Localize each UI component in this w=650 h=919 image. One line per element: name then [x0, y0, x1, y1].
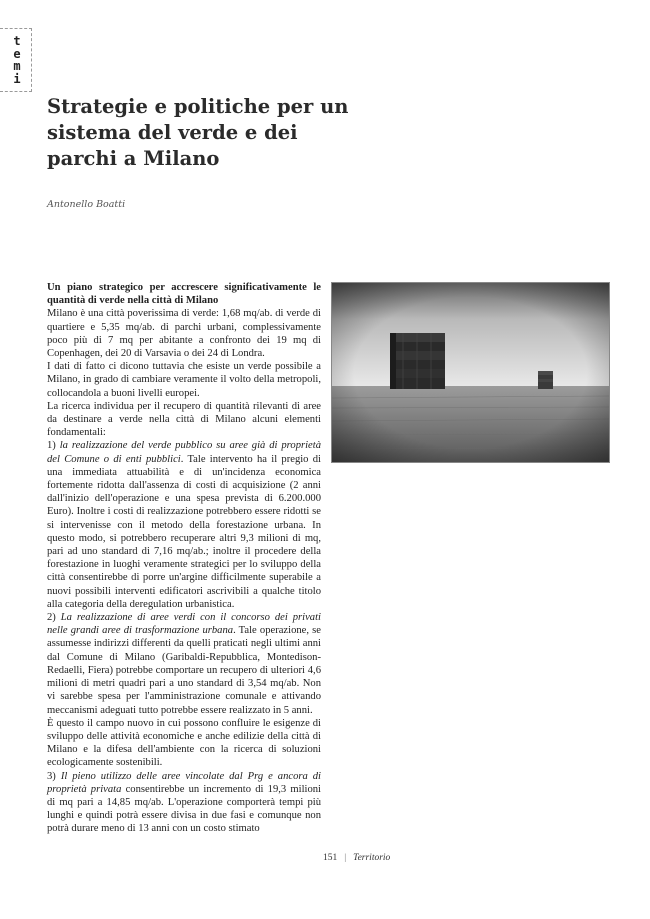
paragraph: La ricerca individua per il recupero di quantità rilevanti di aree da destinare a verde nella città di Milano alcuni elementi fondamentali:: [47, 400, 321, 439]
author-name: Antonello Boatti: [47, 199, 126, 210]
vignette: [332, 283, 609, 462]
emphasis: la realizzazione del verde pubblico su aree già di proprietà del Comune o di enti pubblici: [47, 440, 321, 465]
list-number: 3): [47, 770, 61, 782]
list-number: 1): [47, 440, 60, 452]
paragraph: [47, 611, 321, 717]
paragraph: È questo il campo nuovo in cui possono confluire le esigenze di sviluppo delle attività economiche e anche edilizie della città di Milano e la difesa dell'ambiente con la ricerca di soluzioni ecologicamente sostenibili.: [47, 717, 321, 769]
paragraph: I dati di fatto ci dicono tuttavia che esiste un verde possibile a Milano, in grado di cambiare veramente il volto della metropoli, collocandola a buoni livelli europei.: [47, 361, 321, 399]
page-number: 151: [323, 853, 338, 863]
article-title: Strategie e politiche per un sistema del verde e dei parchi a Milano: [47, 95, 349, 170]
hay-bales-photo: [331, 282, 610, 463]
list-number: 2): [47, 612, 61, 624]
paragraph-text: . Tale intervento ha il pregio di una immediata attuabilità e di un'incidenza economica fortemente ridotta dall'assenza di costi di acquisizione (2 anni dall'inizio dell'operazione e una spesa prevista di 6.200.000 Euro). Inoltre i costi di realizzazione potrebbero essere ridotti se si intervenisse con il metodo della forestazione urbana. In questo modo, si potrebbero recuperare altri 9,3 milioni di mq, pari ad uno standard di 7,16 mq/ab.; inoltre il procedere della forestazione in luoghi veramente strategici per lo sviluppo della città consentirebbe di porre un'argine difficilmente superabile a nuovi possibili interventi edificatori ascrivibili a qualche titolo alla categoria della deregulation urbanistica.: [47, 453, 321, 610]
paragraph: Milano è una città poverissima di verde: 1,68 mq/ab. di verde di quartiere e 5,35 mq/ab. di parchi urbani, complessivamente poco più di 7 mq per abitante a confronto dei 19 mq di Copenhagen, dei 20 di Varsavia o dei 24 di Londra.: [47, 308, 321, 360]
footer-separator: |: [344, 853, 347, 863]
section-tag: [0, 28, 32, 92]
section-tag-label: temi: [13, 34, 21, 86]
photo-illustration: [332, 283, 609, 462]
paragraph: [47, 439, 321, 611]
journal-name: Territorio: [353, 853, 391, 863]
page-footer: [323, 853, 390, 863]
emphasis: Il pieno utilizzo delle aree vincolate dal Prg e ancora di proprietà privata: [47, 770, 322, 795]
emphasis: La realizzazione di aree verdi con il concorso dei privati nelle grandi aree di trasformazione urbana: [47, 612, 321, 637]
paragraph-text: . Tale operazione, se assumesse indirizzi differenti da quelli praticati negli ultimi anni dal Comune di Milano (Garibaldi-Repubblica, Montedison-Redaelli, Fiera) potrebbe comportare un recupero di ulteriori 4,6 milioni di metri quadri pari a uno standard di 3,54 mq/ab. Non vi sarebbe spesa per l'amministrazione comunale e attivando meccanismi adeguati tutto potrebbe essere realizzato in 5 anni.: [47, 625, 322, 716]
paragraph: [47, 770, 321, 836]
article-body: [47, 281, 321, 836]
paragraph-text: consentirebbe un incremento di 19,3 milioni di mq pari a 14,85 mq/ab. L'operazione comporterà tempi più lunghi e quindi potrà essere divisa in due fasi e comunque non potrà durare meno di 13 anni con un costo stimato: [47, 783, 321, 835]
section-heading: Un piano strategico per accrescere significativamente le quantità di verde nella città di Milano: [47, 282, 321, 307]
